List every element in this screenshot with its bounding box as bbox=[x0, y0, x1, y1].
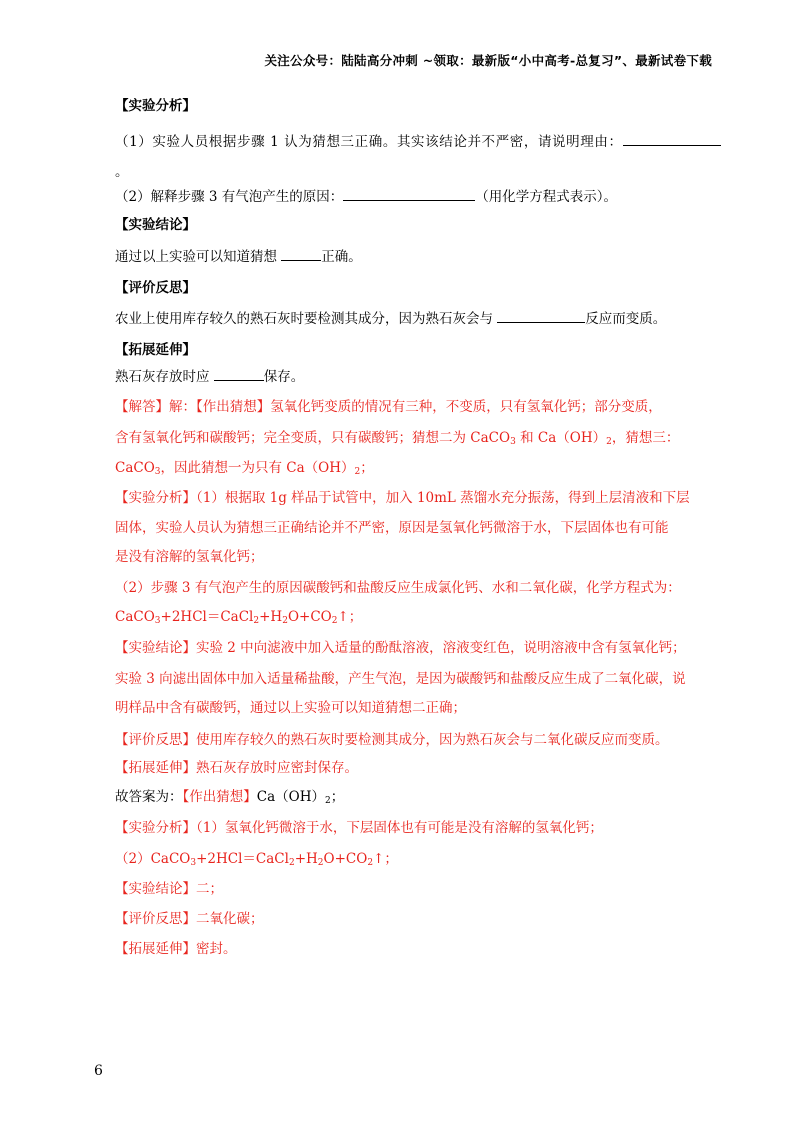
extension-question: 熟石灰存放时应 保存。 bbox=[115, 369, 305, 385]
section-heading-analysis: 【实验分析】 bbox=[115, 98, 196, 114]
answer-equation-1: $CaCO_3+2HCl=CaCl_2+H_2O+CO_2↑$； bbox=[115, 609, 363, 626]
final-answer-line-6: 【拓展延伸】密封。 bbox=[115, 941, 237, 957]
question-1-end: 。 bbox=[115, 164, 129, 180]
final-answer-equation: $(2)CaCO_3+2HCl=CaCl_2+H_2O+CO_2↑$； bbox=[115, 851, 398, 868]
final-answer-line-4: 【实验结论】二； bbox=[115, 881, 223, 897]
answer-line-1: 【解答】解：【作出猜想】氢氧化钙变质的情况有三种，不变质，只有氢氧化钙；部分变质， bbox=[115, 399, 662, 415]
answer-line-7: （2）步骤 3 有气泡产生的原因碳酸钙和盐酸反应生成氯化钙、水和二氧化碳，化学方程式为： bbox=[115, 580, 681, 596]
question-1: （1）实验人员根据步骤 1 认为猜想三正确。其实该结论并不严密，请说明理由： bbox=[115, 130, 721, 150]
final-answer-line-1: 故答案为：【作出猜想】$Ca(OH)_2$； bbox=[115, 789, 345, 806]
answer-line-4: 【实验分析】（1）根据取 1g 样品于试管中，加入 10mL 蒸馏水充分振荡，得到上层清液和下层 bbox=[115, 490, 690, 506]
answer-line-12: 【评价反思】使用库存较久的熟石灰时要检测其成分，因为熟石灰会与二氧化碳反应而变质。 bbox=[115, 732, 669, 748]
section-heading-conclusion: 【实验结论】 bbox=[115, 217, 196, 233]
reflection-question: 农业上使用库存较久的熟石灰时要检测其成分，因为熟石灰会与 反应而变质。 bbox=[115, 311, 667, 327]
answer-line-13: 【拓展延伸】熟石灰存放时应密封保存。 bbox=[115, 760, 358, 776]
page-header: 关注公众号：陆陆高分冲刺 ~领取：最新版“小中高考-总复习”、最新试卷下载 bbox=[264, 53, 712, 68]
section-heading-extension: 【拓展延伸】 bbox=[115, 342, 196, 358]
answer-line-2: 含有氢氧化钙和碳酸钙；完全变质，只有碳酸钙；猜想二为 CaCO$_3$ 和 $Ca(OH)_2$，猜想三： bbox=[115, 430, 680, 447]
conclusion-question: 通过以上实验可以知道猜想 正确。 bbox=[115, 249, 362, 265]
page-number: 6 bbox=[94, 1063, 103, 1079]
final-answer-line-5: 【评价反思】二氧化碳； bbox=[115, 911, 264, 927]
answer-line-3: CaCO$_3$，因此猜想一为只有 $Ca(OH)_2$； bbox=[115, 460, 374, 477]
section-heading-reflection: 【评价反思】 bbox=[115, 280, 196, 296]
final-answer-line-2: 【实验分析】（1）氢氧化钙微溶于水，下层固体也有可能是没有溶解的氢氧化钙； bbox=[115, 820, 603, 836]
question-2: （2）解释步骤 3 有气泡产生的原因： （用化学方程式表示）。 bbox=[115, 189, 618, 205]
answer-line-6: 是没有溶解的氢氧化钙； bbox=[115, 549, 264, 565]
answer-line-5: 固体，实验人员认为猜想三正确结论并不严密，原因是氢氧化钙微溶于水，下层固体也有可能 bbox=[115, 520, 669, 536]
answer-line-9: 【实验结论】实验 2 中向滤液中加入适量的酚酞溶液，溶液变红色，说明溶液中含有氢氧化钙； bbox=[115, 640, 686, 656]
answer-line-10: 实验 3 向滤出固体中加入适量稀盐酸，产生气泡，是因为碳酸钙和盐酸反应生成了二氧化碳，说 bbox=[115, 671, 686, 687]
answer-line-11: 明样品中含有碳酸钙，通过以上实验可以知道猜想二正确； bbox=[115, 700, 466, 716]
